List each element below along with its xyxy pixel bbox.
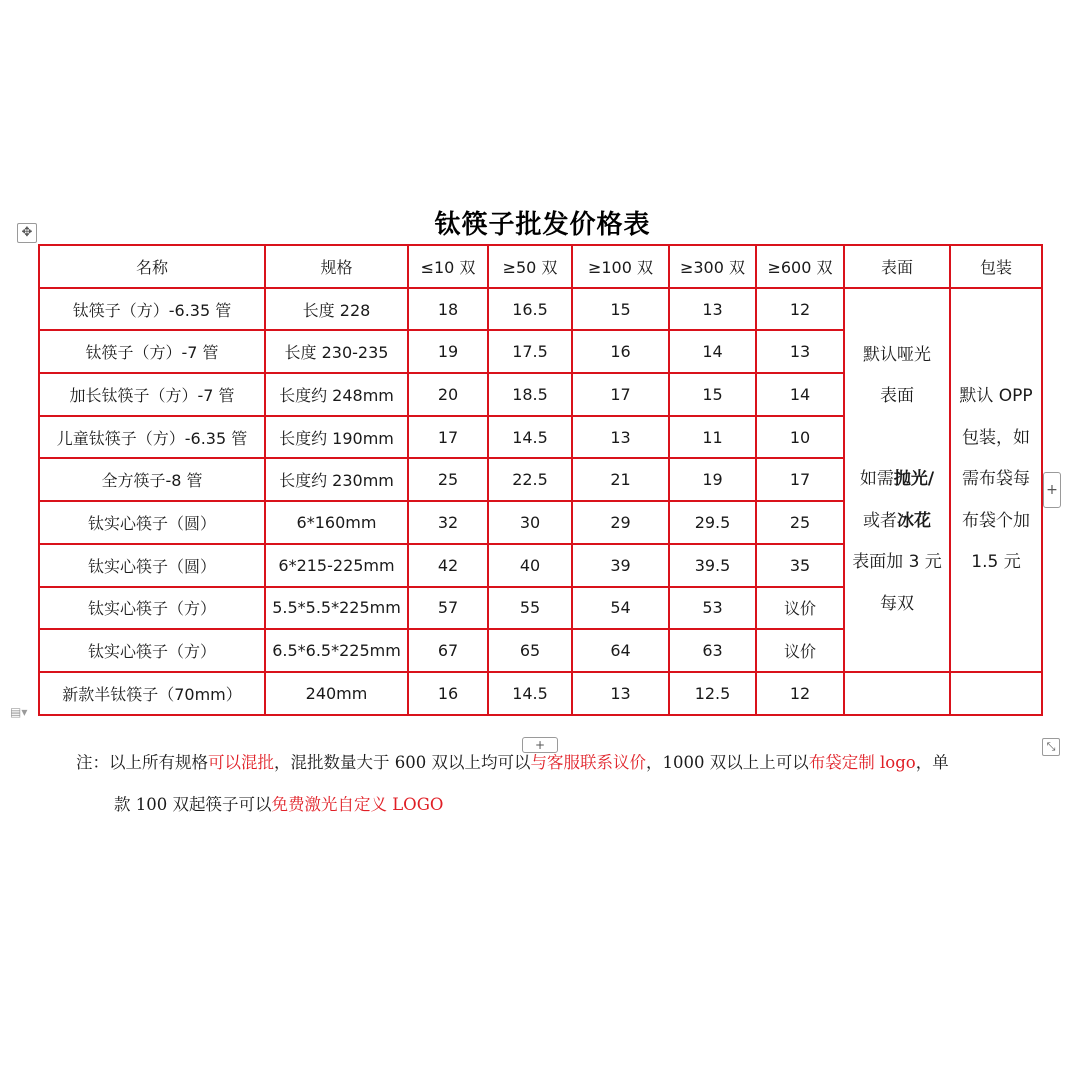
spec-cell: 长度约 248mm	[265, 373, 408, 416]
price-10-cell: 32	[408, 501, 488, 544]
table-move-icon[interactable]: ✥	[17, 223, 37, 243]
table-row	[39, 672, 1042, 715]
header-qty-50: ≥50 双	[488, 245, 572, 288]
header-name: 名称	[39, 245, 265, 288]
price-300-cell: 39.5	[669, 544, 756, 587]
surface-line-5: 表面加 3 元	[852, 552, 942, 573]
price-300-cell: 12.5	[669, 672, 756, 715]
price-300-cell: 11	[669, 416, 756, 459]
price-300-cell: 15	[669, 373, 756, 416]
price-600-cell: 议价	[756, 629, 844, 672]
note-text: 注：以上所有规格	[76, 753, 208, 772]
price-300-cell: 13	[669, 288, 756, 331]
price-300-cell: 63	[669, 629, 756, 672]
price-300-cell: 29.5	[669, 501, 756, 544]
packaging-cell	[950, 288, 1042, 672]
highlight-text: 布袋定制 logo	[808, 753, 916, 772]
add-column-icon[interactable]: +	[1043, 472, 1061, 508]
price-table	[38, 244, 1043, 716]
price-600-cell: 10	[756, 416, 844, 459]
note-line-1	[76, 742, 1026, 784]
surface-line-1: 默认哑光	[863, 344, 931, 365]
packaging-line-2: 包装，如	[962, 427, 1030, 448]
page-title: 钛筷子批发价格表	[434, 210, 651, 240]
product-name-cell: 钛实心筷子（圆）	[39, 544, 265, 587]
note-text: 款 100 双起筷子可以	[114, 795, 272, 814]
price-50-cell: 14.5	[488, 416, 572, 459]
spec-cell: 长度 228	[265, 288, 408, 331]
note-line-2	[76, 784, 1026, 826]
price-50-cell: 16.5	[488, 288, 572, 331]
paragraph-menu-icon[interactable]: ▤▾	[10, 705, 28, 719]
product-name-cell: 全方筷子-8 管	[39, 458, 265, 501]
spec-cell: 6.5*6.5*225mm	[265, 629, 408, 672]
product-name-cell: 钛实心筷子（圆）	[39, 501, 265, 544]
price-100-cell: 17	[572, 373, 669, 416]
highlight-text: 可以混批	[208, 753, 274, 772]
price-300-cell: 14	[669, 330, 756, 373]
surface-line-2: 表面	[880, 386, 914, 407]
note-paragraph	[76, 742, 1026, 826]
price-10-cell: 42	[408, 544, 488, 587]
surface-line-4: 或者冰花	[863, 510, 931, 531]
price-10-cell: 19	[408, 330, 488, 373]
highlight-text: 免费激光自定义 LOGO	[271, 795, 444, 814]
packaging-line-1: 默认 OPP	[959, 386, 1033, 407]
price-10-cell: 20	[408, 373, 488, 416]
note-text: ，混批数量大于 600 双以上均可以	[274, 753, 531, 772]
price-10-cell: 57	[408, 587, 488, 630]
price-600-cell: 35	[756, 544, 844, 587]
price-600-cell: 议价	[756, 587, 844, 630]
price-10-cell: 25	[408, 458, 488, 501]
header-qty-10: ≤10 双	[408, 245, 488, 288]
spec-cell: 6*215-225mm	[265, 544, 408, 587]
price-100-cell: 39	[572, 544, 669, 587]
price-100-cell: 13	[572, 672, 669, 715]
product-name-cell: 加长钛筷子（方）-7 管	[39, 373, 265, 416]
price-100-cell: 21	[572, 458, 669, 501]
packaging-empty-cell	[950, 672, 1042, 715]
spec-cell: 5.5*5.5*225mm	[265, 587, 408, 630]
product-name-cell: 儿童钛筷子（方）-6.35 管	[39, 416, 265, 459]
spec-cell: 6*160mm	[265, 501, 408, 544]
table-resize-icon[interactable]: ⤡	[1042, 738, 1060, 756]
product-name-cell: 钛实心筷子（方）	[39, 587, 265, 630]
spec-cell: 240mm	[265, 672, 408, 715]
price-10-cell: 16	[408, 672, 488, 715]
packaging-line-4: 布袋个加	[962, 510, 1030, 531]
price-50-cell: 65	[488, 629, 572, 672]
header-qty-300: ≥300 双	[669, 245, 756, 288]
price-300-cell: 19	[669, 458, 756, 501]
highlight-text: 与客服联系议价	[530, 753, 646, 772]
price-10-cell: 18	[408, 288, 488, 331]
price-50-cell: 18.5	[488, 373, 572, 416]
price-600-cell: 14	[756, 373, 844, 416]
price-100-cell: 64	[572, 629, 669, 672]
price-600-cell: 12	[756, 288, 844, 331]
table-row	[39, 288, 1042, 331]
header-qty-100: ≥100 双	[572, 245, 669, 288]
header-surface: 表面	[844, 245, 950, 288]
price-100-cell: 15	[572, 288, 669, 331]
spec-cell: 长度约 190mm	[265, 416, 408, 459]
product-name-cell: 钛筷子（方）-7 管	[39, 330, 265, 373]
price-300-cell: 53	[669, 587, 756, 630]
price-600-cell: 12	[756, 672, 844, 715]
surface-cell	[844, 288, 950, 672]
price-50-cell: 17.5	[488, 330, 572, 373]
note-text: ，单	[915, 753, 949, 772]
spec-cell: 长度 230-235	[265, 330, 408, 373]
price-100-cell: 29	[572, 501, 669, 544]
surface-line-6: 每双	[880, 593, 914, 614]
price-600-cell: 25	[756, 501, 844, 544]
product-name-cell: 钛筷子（方）-6.35 管	[39, 288, 265, 331]
surface-empty-cell	[844, 672, 950, 715]
price-50-cell: 55	[488, 587, 572, 630]
spec-cell: 长度约 230mm	[265, 458, 408, 501]
header-row	[39, 245, 1042, 288]
product-name-cell: 新款半钛筷子（70mm）	[39, 672, 265, 715]
header-qty-600: ≥600 双	[756, 245, 844, 288]
packaging-line-3: 需布袋每	[962, 469, 1030, 490]
price-100-cell: 13	[572, 416, 669, 459]
price-600-cell: 13	[756, 330, 844, 373]
add-row-icon[interactable]: +	[522, 737, 558, 753]
price-50-cell: 22.5	[488, 458, 572, 501]
surface-line-3: 如需抛光/	[859, 469, 935, 490]
header-spec: 规格	[265, 245, 408, 288]
header-packaging: 包装	[950, 245, 1042, 288]
price-100-cell: 54	[572, 587, 669, 630]
price-50-cell: 14.5	[488, 672, 572, 715]
price-100-cell: 16	[572, 330, 669, 373]
product-name-cell: 钛实心筷子（方）	[39, 629, 265, 672]
price-50-cell: 40	[488, 544, 572, 587]
price-10-cell: 67	[408, 629, 488, 672]
packaging-line-5: 1.5 元	[971, 552, 1021, 573]
note-text: ，1000 双以上上可以	[645, 753, 809, 772]
price-600-cell: 17	[756, 458, 844, 501]
price-10-cell: 17	[408, 416, 488, 459]
price-50-cell: 30	[488, 501, 572, 544]
